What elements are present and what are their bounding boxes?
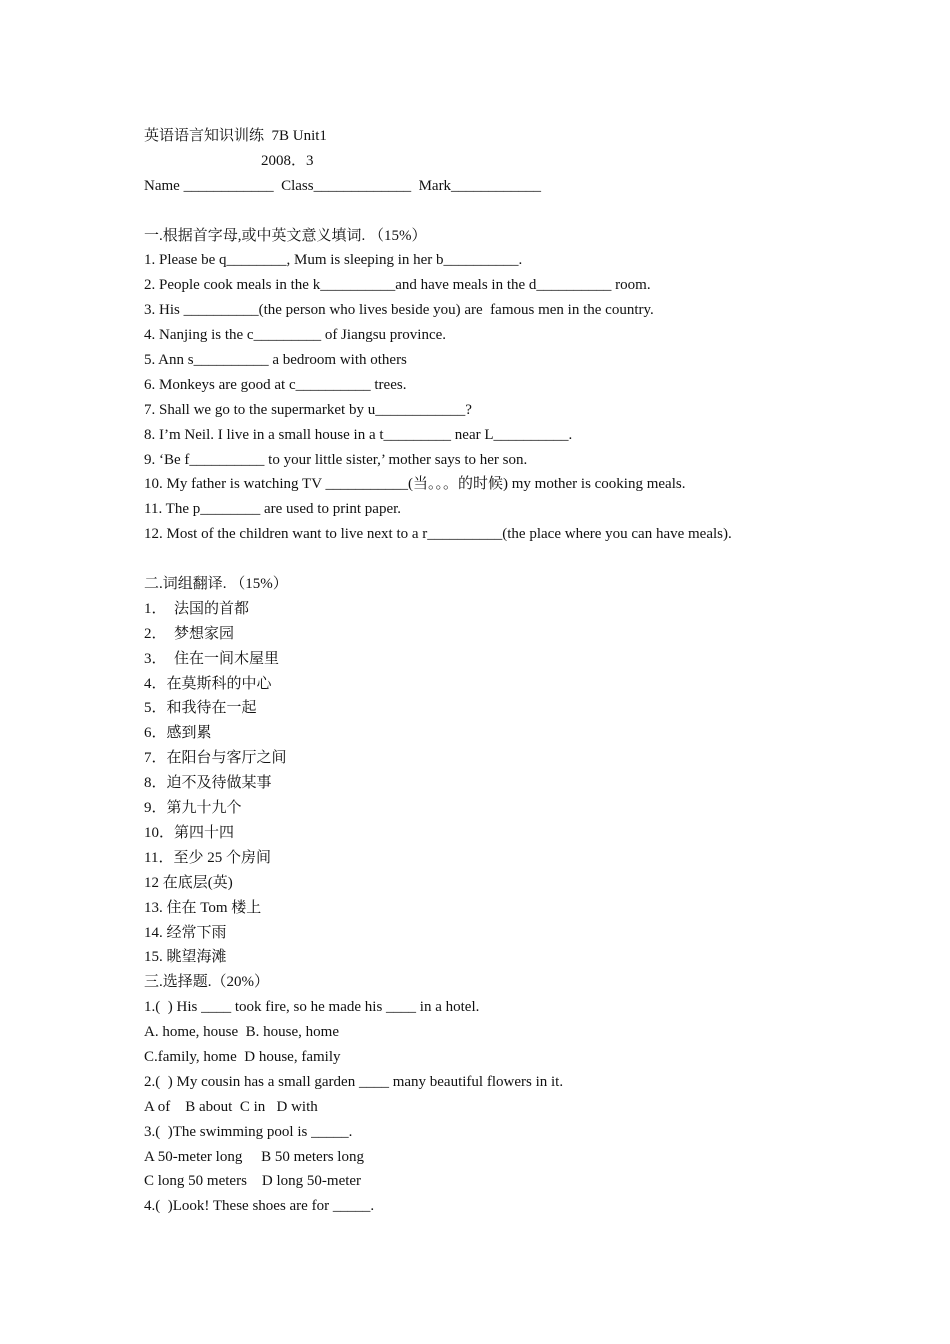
- question-item: 6. Monkeys are good at c__________ trees.: [144, 376, 407, 393]
- choice-item: 2.( ) My cousin has a small garden ____ many beautiful flowers in it.: [144, 1073, 564, 1090]
- question-item: 11. The p________ are used to print paper.: [144, 501, 402, 518]
- spacer: [144, 547, 904, 572]
- section3-heading: 三.选择题.（20%）: [144, 974, 269, 991]
- question-item: 2. People cook meals in the k__________and have meals in the d__________ room.: [144, 277, 651, 294]
- phrase-item: 10．第四十四: [144, 824, 235, 841]
- question-item: 4. Nanjing is the c_________ of Jiangsu province.: [144, 327, 447, 344]
- question-item: 7. Shall we go to the supermarket by u____________?: [144, 401, 472, 418]
- phrase-item: 12 在底层(英): [144, 874, 233, 891]
- question-item: 3. His __________(the person who lives beside you) are famous men in the country.: [144, 302, 654, 319]
- question-item: 10. My father is watching TV ___________(当。。。的时候) my mother is cooking meals.: [144, 476, 686, 493]
- phrase-item: 14. 经常下雨: [144, 924, 227, 941]
- choice-item: 4.( )Look! These shoes are for _____.: [144, 1198, 375, 1215]
- question-item: 9. ‘Be f__________ to your little sister,’ mother says to her son.: [144, 451, 528, 468]
- phrase-item: 9．第九十九个: [144, 800, 242, 817]
- choice-item: A of B about C in D with: [144, 1098, 318, 1115]
- choice-item: A 50-meter long B 50 meters long: [144, 1148, 364, 1165]
- choice-item: C.family, home D house, family: [144, 1048, 341, 1065]
- document-content: [144, 124, 904, 1219]
- choice-item: 3.( )The swimming pool is _____.: [144, 1123, 353, 1140]
- phrase-item: 5．和我待在一起: [144, 700, 257, 717]
- question-item: 1. Please be q________, Mum is sleeping in her b__________.: [144, 252, 523, 269]
- phrase-item: 15. 眺望海滩: [144, 949, 227, 966]
- question-item: 5. Ann s__________ a bedroom with others: [144, 352, 407, 369]
- section1-heading: 一.根据首字母,或中英文意义填词. （15%）: [144, 227, 427, 244]
- question-item: 8. I’m Neil. I live in a small house in a t_________ near L__________.: [144, 426, 573, 443]
- phrase-item: 8．迫不及待做某事: [144, 775, 272, 792]
- phrase-item: 7．在阳台与客厅之间: [144, 750, 287, 767]
- choice-item: C long 50 meters D long 50-meter: [144, 1173, 362, 1190]
- phrase-item: 11．至少 25 个房间: [144, 849, 271, 866]
- phrase-item: 6．感到累: [144, 725, 212, 742]
- phrase-item: 3． 住在一间木屋里: [144, 650, 280, 667]
- choice-item: 1.( ) His ____ took fire, so he made his ____ in a hotel.: [144, 999, 480, 1016]
- spacer: [144, 199, 904, 224]
- phrase-item: 1． 法国的首都: [144, 600, 250, 617]
- question-item: 12. Most of the children want to live next to a r__________(the place where you can have meals).: [144, 526, 732, 543]
- phrase-item: 13. 住在 Tom 楼上: [144, 899, 262, 916]
- choice-item: A. home, house B. house, home: [144, 1024, 339, 1041]
- document-date: 2008．3: [261, 152, 314, 169]
- phrase-item: 4．在莫斯科的中心: [144, 675, 272, 692]
- section2-heading: 二.词组翻译. （15%）: [144, 576, 288, 593]
- document-title: 英语语言知识训练 7B Unit1: [144, 128, 327, 144]
- phrase-item: 2． 梦想家园: [144, 625, 235, 642]
- student-info-line: Name ____________ Class_____________ Mark____________: [144, 177, 542, 194]
